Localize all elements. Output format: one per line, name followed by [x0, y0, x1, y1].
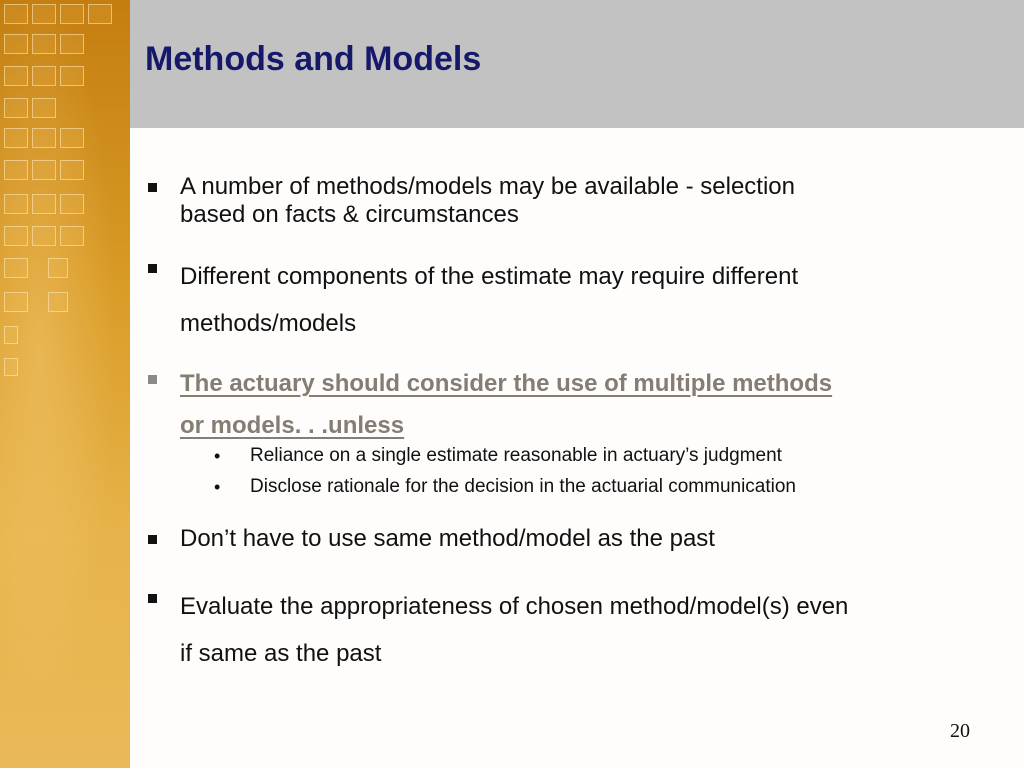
sub-bullet-text: Reliance on a single estimate reasonable in actuary’s judgment: [250, 445, 782, 466]
decor-tile: [32, 34, 56, 54]
slide-title: Methods and Models: [145, 40, 482, 78]
bullet-text: [180, 253, 980, 347]
decor-tile: [60, 128, 84, 148]
bullet-line: The actuary should consider the use of multiple methods: [180, 370, 833, 397]
square-bullet-icon: [148, 535, 157, 544]
decor-tile: [60, 194, 84, 214]
decor-tile: [32, 194, 56, 214]
bullet-line: if same as the past: [180, 640, 382, 667]
decor-tile: [32, 4, 56, 24]
dot-bullet-icon: •: [214, 446, 221, 466]
decor-tile: [4, 326, 18, 344]
decor-tile: [32, 66, 56, 86]
decor-tile: [4, 98, 28, 118]
decor-tile: [4, 66, 28, 86]
square-bullet-icon: [148, 264, 157, 273]
decor-tile: [32, 128, 56, 148]
decor-tile: [4, 160, 28, 180]
bullet-text: [180, 524, 980, 554]
bullet-text: [180, 173, 980, 229]
bullet-line: Different components of the estimate may require different: [180, 263, 799, 290]
decor-tile: [60, 226, 84, 246]
decor-tile: [4, 194, 28, 214]
decor-tile: [4, 292, 28, 312]
bullet-line: based on facts & circumstances: [180, 201, 519, 228]
decor-tile: [4, 258, 28, 278]
bullet-line: Evaluate the appropriateness of chosen method/model(s) even: [180, 593, 849, 620]
decor-tile: [4, 4, 28, 24]
dot-bullet-icon: •: [214, 477, 221, 497]
decor-tile: [32, 160, 56, 180]
bullet-text: [180, 583, 980, 677]
sub-bullet-text: Disclose rationale for the decision in the actuarial communication: [250, 476, 796, 497]
decor-tile: [88, 4, 112, 24]
bullet-line: methods/models: [180, 310, 357, 337]
decorative-side-band: [0, 0, 130, 768]
decor-tile: [4, 226, 28, 246]
bullet-text-highlighted: [180, 363, 980, 447]
bullet-line: A number of methods/models may be available - selection: [180, 173, 795, 200]
decor-tile: [60, 4, 84, 24]
decor-tile: [48, 258, 68, 278]
decor-tile: [32, 226, 56, 246]
square-bullet-icon: [148, 375, 157, 384]
bullet-line: Don’t have to use same method/model as the past: [180, 525, 715, 552]
decor-tile: [32, 98, 56, 118]
square-bullet-icon: [148, 183, 157, 192]
decor-tile: [4, 128, 28, 148]
square-bullet-icon: [148, 594, 157, 603]
page-number: 20: [950, 720, 970, 742]
decor-tile: [4, 34, 28, 54]
decor-tile: [4, 358, 18, 376]
decor-tile: [60, 160, 84, 180]
decor-tile: [60, 34, 84, 54]
decor-tile: [60, 66, 84, 86]
decor-tile: [48, 292, 68, 312]
bullet-line: or models. . .unless: [180, 412, 405, 439]
